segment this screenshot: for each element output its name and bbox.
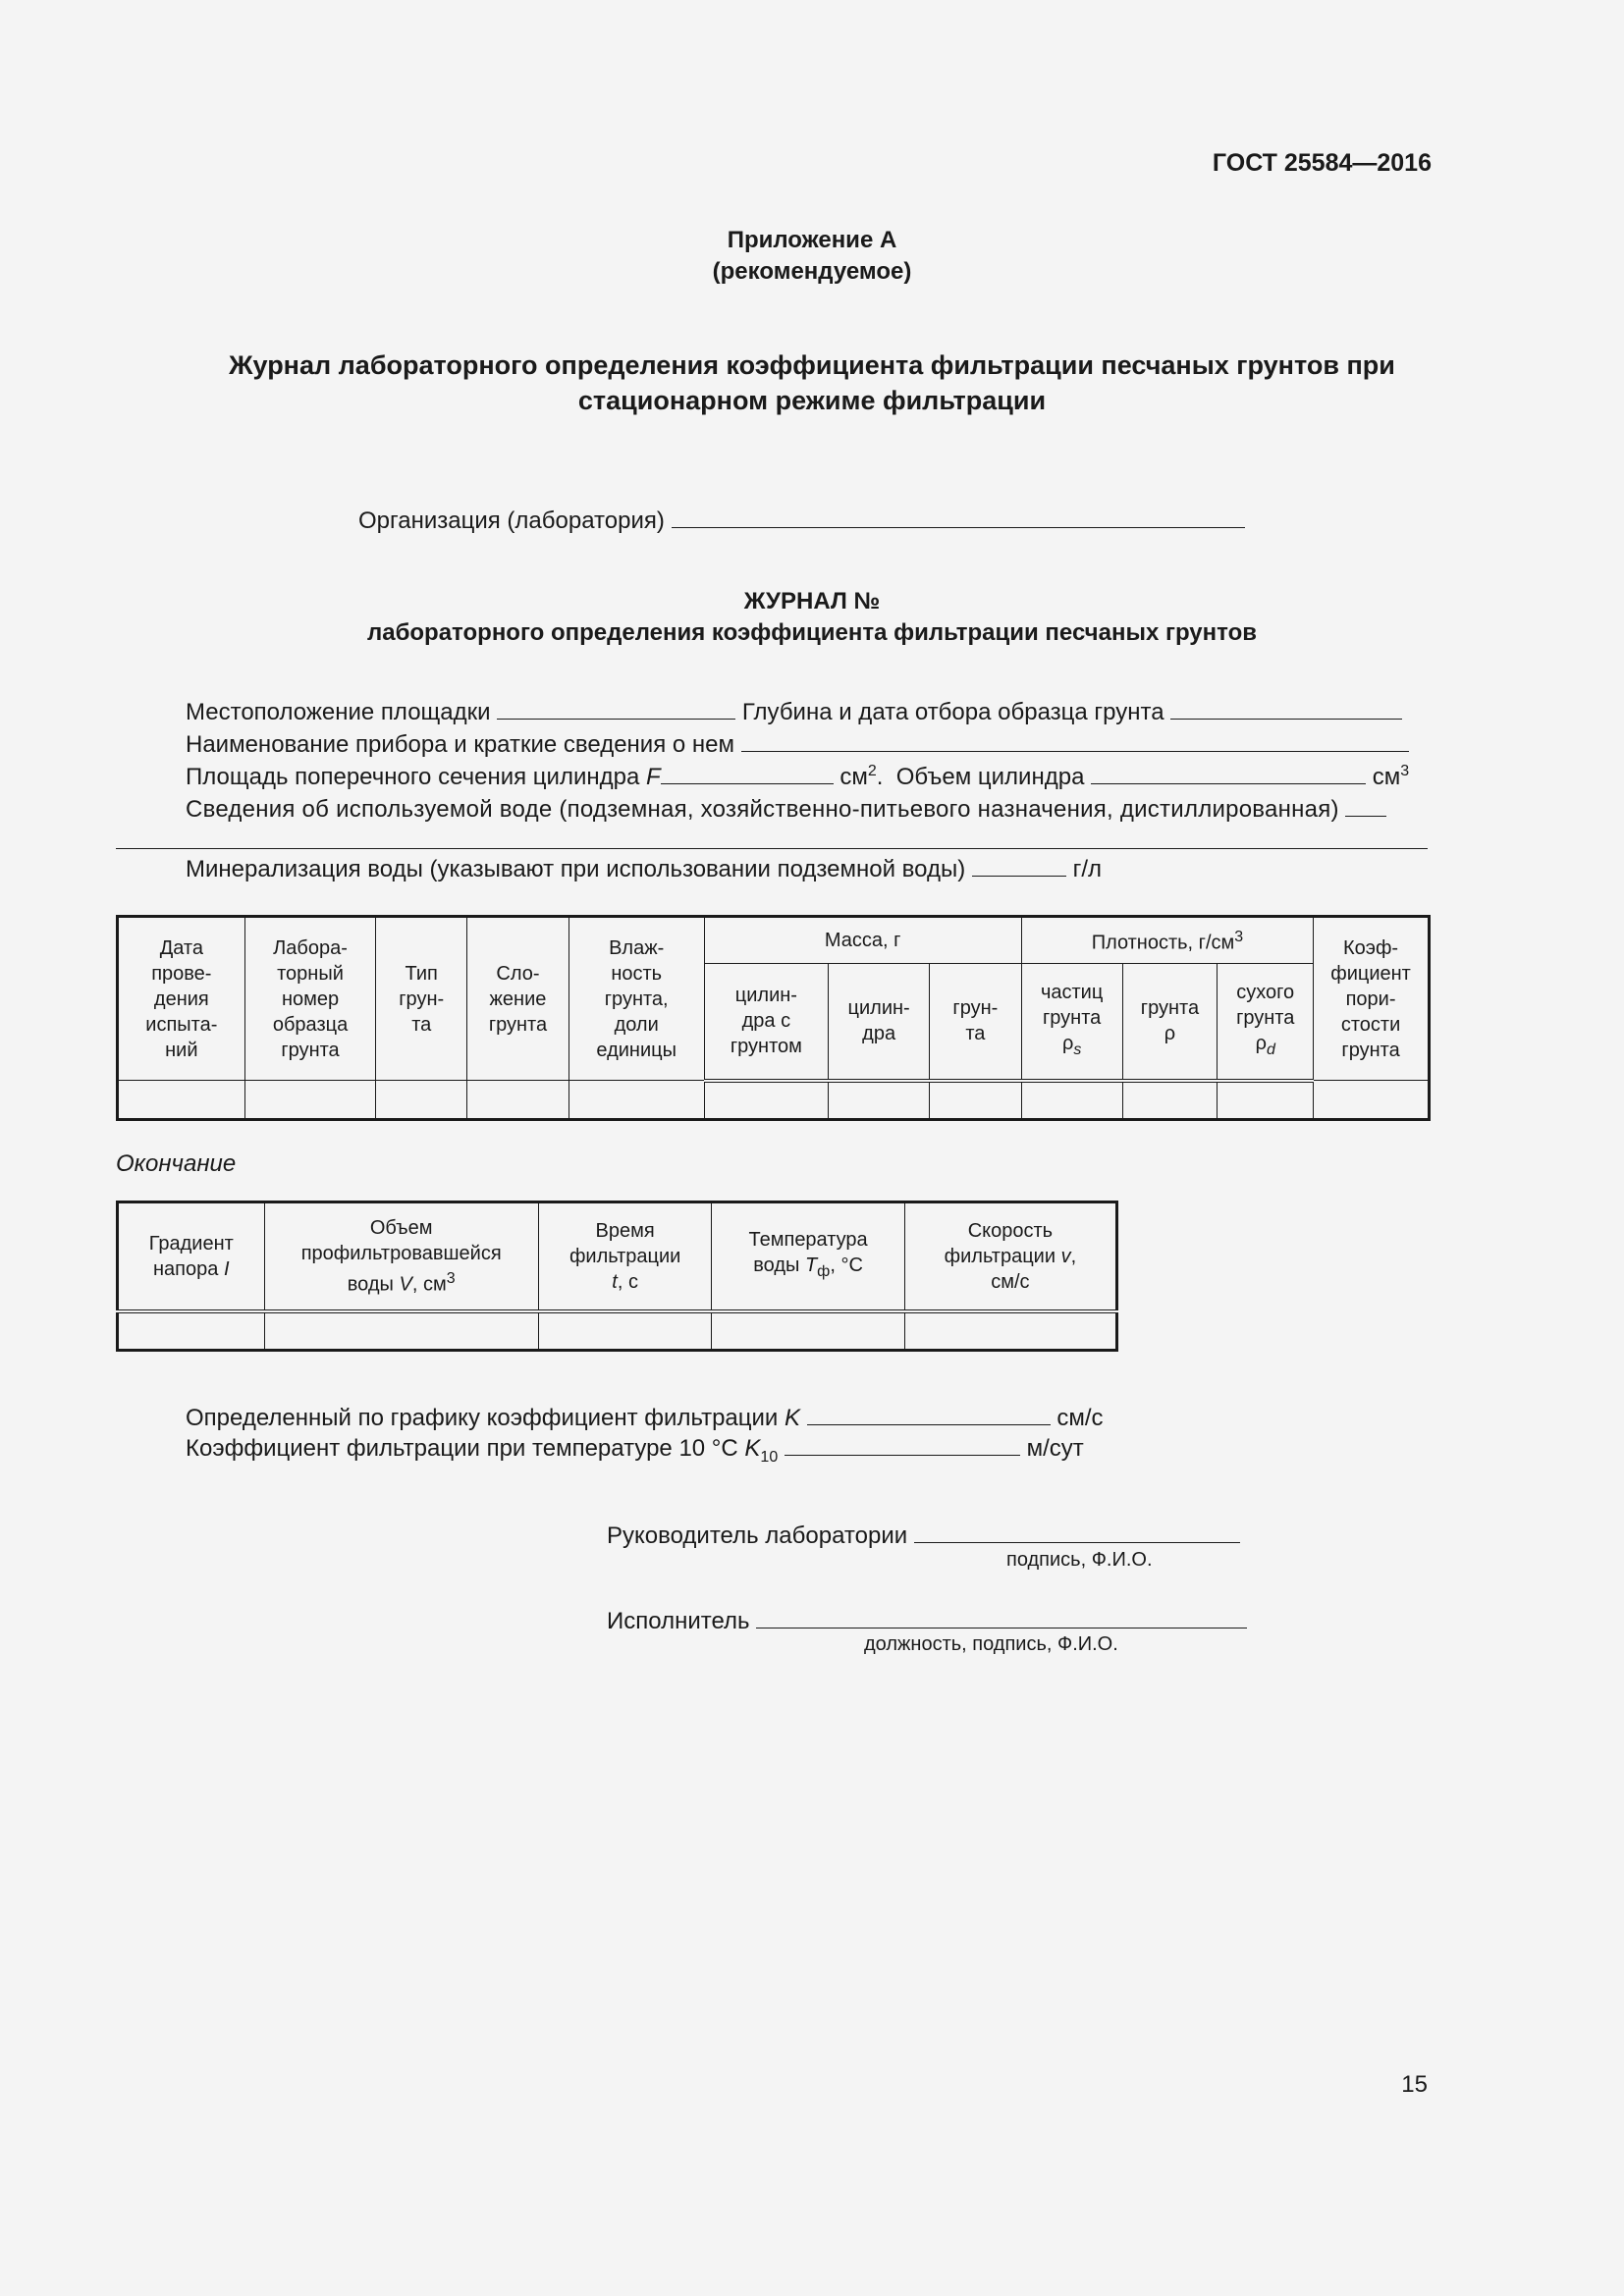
cell[interactable]	[118, 1081, 245, 1120]
header-line: фильтрации v,	[944, 1245, 1077, 1267]
site-row	[186, 693, 1402, 726]
header-line: грун-	[952, 997, 999, 1020]
header-line: профильтровавшейся	[300, 1242, 502, 1264]
header-line: испыта-	[145, 1013, 218, 1036]
document-title-line1: Журнал лабораторного определения коэффициента фильтрации песчаных грунтов при	[229, 350, 1395, 380]
header-line: Сло-	[496, 962, 540, 985]
cell[interactable]	[568, 1081, 704, 1120]
header-line: грунта	[488, 1013, 548, 1036]
header-mass-soil	[930, 964, 1022, 1081]
header-line: Влаж-	[609, 936, 665, 959]
k10-row	[186, 1429, 1084, 1467]
header-line: цилин-	[734, 985, 797, 1007]
journal-title: ЖУРНАЛ №	[743, 588, 881, 614]
cell[interactable]	[829, 1081, 930, 1120]
header-density-particles: частиц грунта $\rho_s$	[1021, 964, 1122, 1081]
appendix-title: Приложение А	[727, 227, 897, 253]
header-moisture	[568, 917, 704, 1081]
header-line: прове-	[151, 962, 212, 985]
cell[interactable]	[1218, 1081, 1314, 1120]
k-variable: K	[785, 1405, 801, 1431]
header-gradient	[118, 1202, 265, 1311]
site-field[interactable]	[497, 693, 735, 720]
head-hint: подпись, Ф.И.О.	[1006, 1549, 1153, 1571]
header-line: Объем	[369, 1216, 433, 1239]
device-row	[186, 725, 1409, 759]
ending-label: Окончание	[116, 1150, 237, 1177]
header-line: частиц	[1040, 981, 1104, 1003]
cell[interactable]	[376, 1081, 467, 1120]
header-line: дения	[153, 988, 209, 1010]
header-line: фициент	[1330, 962, 1411, 985]
appendix-kind: (рекомендуемое)	[712, 258, 912, 285]
header-line: единицы	[596, 1039, 677, 1061]
k10-unit: м/сут	[1026, 1435, 1084, 1462]
cell[interactable]	[538, 1311, 712, 1351]
volume-label: Объем цилиндра	[895, 764, 1085, 790]
cell[interactable]	[1122, 1081, 1218, 1120]
header-lab-number	[244, 917, 376, 1081]
area-field[interactable]	[661, 758, 834, 784]
header-volume	[264, 1202, 538, 1311]
organization-field[interactable]	[672, 502, 1245, 528]
header-line: грунтом	[730, 1036, 802, 1058]
k-unit: см/с	[1056, 1405, 1104, 1431]
depth-label: Глубина и дата отбора образца грунта	[741, 699, 1164, 725]
header-speed: Скорость фильтрации v, см/с	[904, 1202, 1116, 1311]
header-line: грунта,	[604, 988, 669, 1010]
header-date	[118, 917, 245, 1081]
header-line: грунта	[281, 1039, 340, 1061]
depth-field[interactable]	[1170, 693, 1402, 720]
ending-table	[116, 1201, 1118, 1352]
header-line: грунта	[1042, 1006, 1102, 1029]
header-line: цилин-	[847, 997, 910, 1020]
header-line: воды V, $см^3$	[347, 1269, 456, 1296]
mineral-row	[186, 850, 1102, 883]
organization-row	[358, 502, 1245, 535]
header-line: ний	[165, 1039, 198, 1061]
header-line: Время	[595, 1219, 655, 1242]
header-time: Время фильтрации t, с	[538, 1202, 712, 1311]
header-density-dry: сухого грунта $\rho_d$	[1218, 964, 1314, 1081]
header-line: номер	[281, 988, 340, 1010]
header-line: сухого	[1236, 981, 1295, 1003]
mineral-label: Минерализация воды (указывают при использовании подземной воды)	[186, 856, 966, 882]
document-title	[0, 347, 1624, 418]
k10-variable: K	[744, 1435, 761, 1462]
water-label: Сведения об используемой воде (подземная, хозяйственно-питьевого назначения, дистиллированная)	[186, 796, 1339, 823]
header-line: та	[411, 1013, 432, 1036]
water-field-1[interactable]	[1345, 790, 1386, 817]
table-header-row	[118, 917, 1430, 964]
cell[interactable]	[118, 1311, 265, 1351]
page-number: 15	[1401, 2071, 1428, 2098]
table-row	[118, 1081, 1430, 1120]
header-line: ность	[611, 962, 663, 985]
executor-signature-field[interactable]	[756, 1602, 1247, 1629]
device-label: Наименование прибора и краткие сведения о нем	[186, 731, 734, 758]
k-label: Определенный по графику коэффициент фильтрации	[186, 1405, 779, 1431]
organization-label: Организация (лаборатория)	[358, 507, 665, 534]
header-line: пори-	[1345, 988, 1396, 1010]
header-temperature	[712, 1202, 904, 1311]
header-line: Тип	[405, 962, 438, 985]
header-line: дра с	[741, 1010, 791, 1033]
cell[interactable]	[244, 1081, 376, 1120]
header-line: Скорость	[967, 1219, 1054, 1242]
k10-field[interactable]	[785, 1429, 1020, 1456]
header-line: фильтрации	[568, 1245, 681, 1267]
area-label: Площадь поперечного сечения цилиндра	[186, 764, 640, 790]
cell[interactable]	[704, 1081, 829, 1120]
k10-subscript: 10	[760, 1448, 779, 1466]
volume-unit: см	[1372, 764, 1401, 790]
device-field[interactable]	[741, 725, 1409, 752]
executor-signature-row	[607, 1602, 1247, 1635]
mineral-unit: г/л	[1072, 856, 1103, 882]
header-porosity	[1314, 917, 1430, 1081]
header-line: та	[965, 1023, 986, 1045]
cell[interactable]	[1314, 1081, 1430, 1120]
header-line: воды $T_ф$, °C	[753, 1255, 863, 1281]
header-density-soil: грунта ρ	[1122, 964, 1218, 1081]
table-row	[118, 1311, 1117, 1351]
header-density-group: Плотность, $г/см^3$	[1021, 917, 1313, 964]
header-line: Дата	[159, 936, 203, 959]
header-line: Лабора-	[273, 936, 348, 959]
head-label: Руководитель лаборатории	[607, 1522, 908, 1549]
cell[interactable]	[467, 1081, 569, 1120]
site-label: Местоположение площадки	[186, 699, 491, 725]
executor-label: Исполнитель	[607, 1608, 750, 1634]
water-row	[186, 790, 1433, 824]
header-soil-type	[376, 917, 467, 1081]
header-line: Коэф-	[1343, 936, 1399, 959]
ending-header-row	[118, 1202, 1117, 1311]
header-line: грунта	[1236, 1006, 1295, 1029]
area-variable: F	[646, 764, 661, 790]
executor-hint: должность, подпись, Ф.И.О.	[864, 1633, 1118, 1655]
volume-exponent: 3	[1400, 763, 1410, 779]
journal-subtitle: лабораторного определения коэффициента фильтрации песчаных грунтов	[366, 619, 1258, 646]
area-exponent: 2	[867, 763, 877, 779]
header-line: грун-	[399, 988, 445, 1010]
mineral-field[interactable]	[972, 850, 1066, 877]
k10-label: Коэффициент фильтрации при температуре 10 °C	[186, 1435, 738, 1462]
header-line: доли	[614, 1013, 659, 1036]
water-field-2[interactable]	[116, 848, 1428, 849]
k-row	[186, 1399, 1104, 1432]
header-mass-cyl-soil	[704, 964, 829, 1081]
header-mass-cyl	[829, 964, 930, 1081]
header-soil-structure	[467, 917, 569, 1081]
head-signature-field[interactable]	[914, 1517, 1240, 1543]
k-field[interactable]	[807, 1399, 1051, 1425]
header-line: грунта	[1341, 1039, 1400, 1061]
journal-table	[116, 915, 1431, 1121]
volume-field[interactable]	[1091, 758, 1366, 784]
header-line: дра	[862, 1023, 896, 1045]
header-line: грунта	[1140, 997, 1200, 1020]
head-signature-row	[607, 1517, 1240, 1550]
cell[interactable]	[1021, 1081, 1122, 1120]
cell[interactable]	[712, 1311, 904, 1351]
header-line: напора I	[153, 1257, 230, 1280]
area-unit: см	[839, 764, 868, 790]
header-line: торный	[277, 962, 344, 985]
cell[interactable]	[930, 1081, 1022, 1120]
document-title-line2: стационарном режиме фильтрации	[577, 386, 1047, 415]
standard-number: ГОСТ 25584—2016	[1212, 149, 1432, 177]
cell[interactable]	[264, 1311, 538, 1351]
cell[interactable]	[904, 1311, 1116, 1351]
header-line: образца	[272, 1013, 349, 1036]
header-line: стости	[1340, 1013, 1401, 1036]
header-line: Градиент	[148, 1232, 234, 1255]
header-line: жение	[489, 988, 547, 1010]
header-mass-group: Масса, г	[704, 917, 1021, 964]
header-line: Температура	[748, 1229, 868, 1252]
area-row: Площадь поперечного сечения цилиндра F $см^2$. Объем цилиндра $см^3$	[186, 758, 1409, 791]
